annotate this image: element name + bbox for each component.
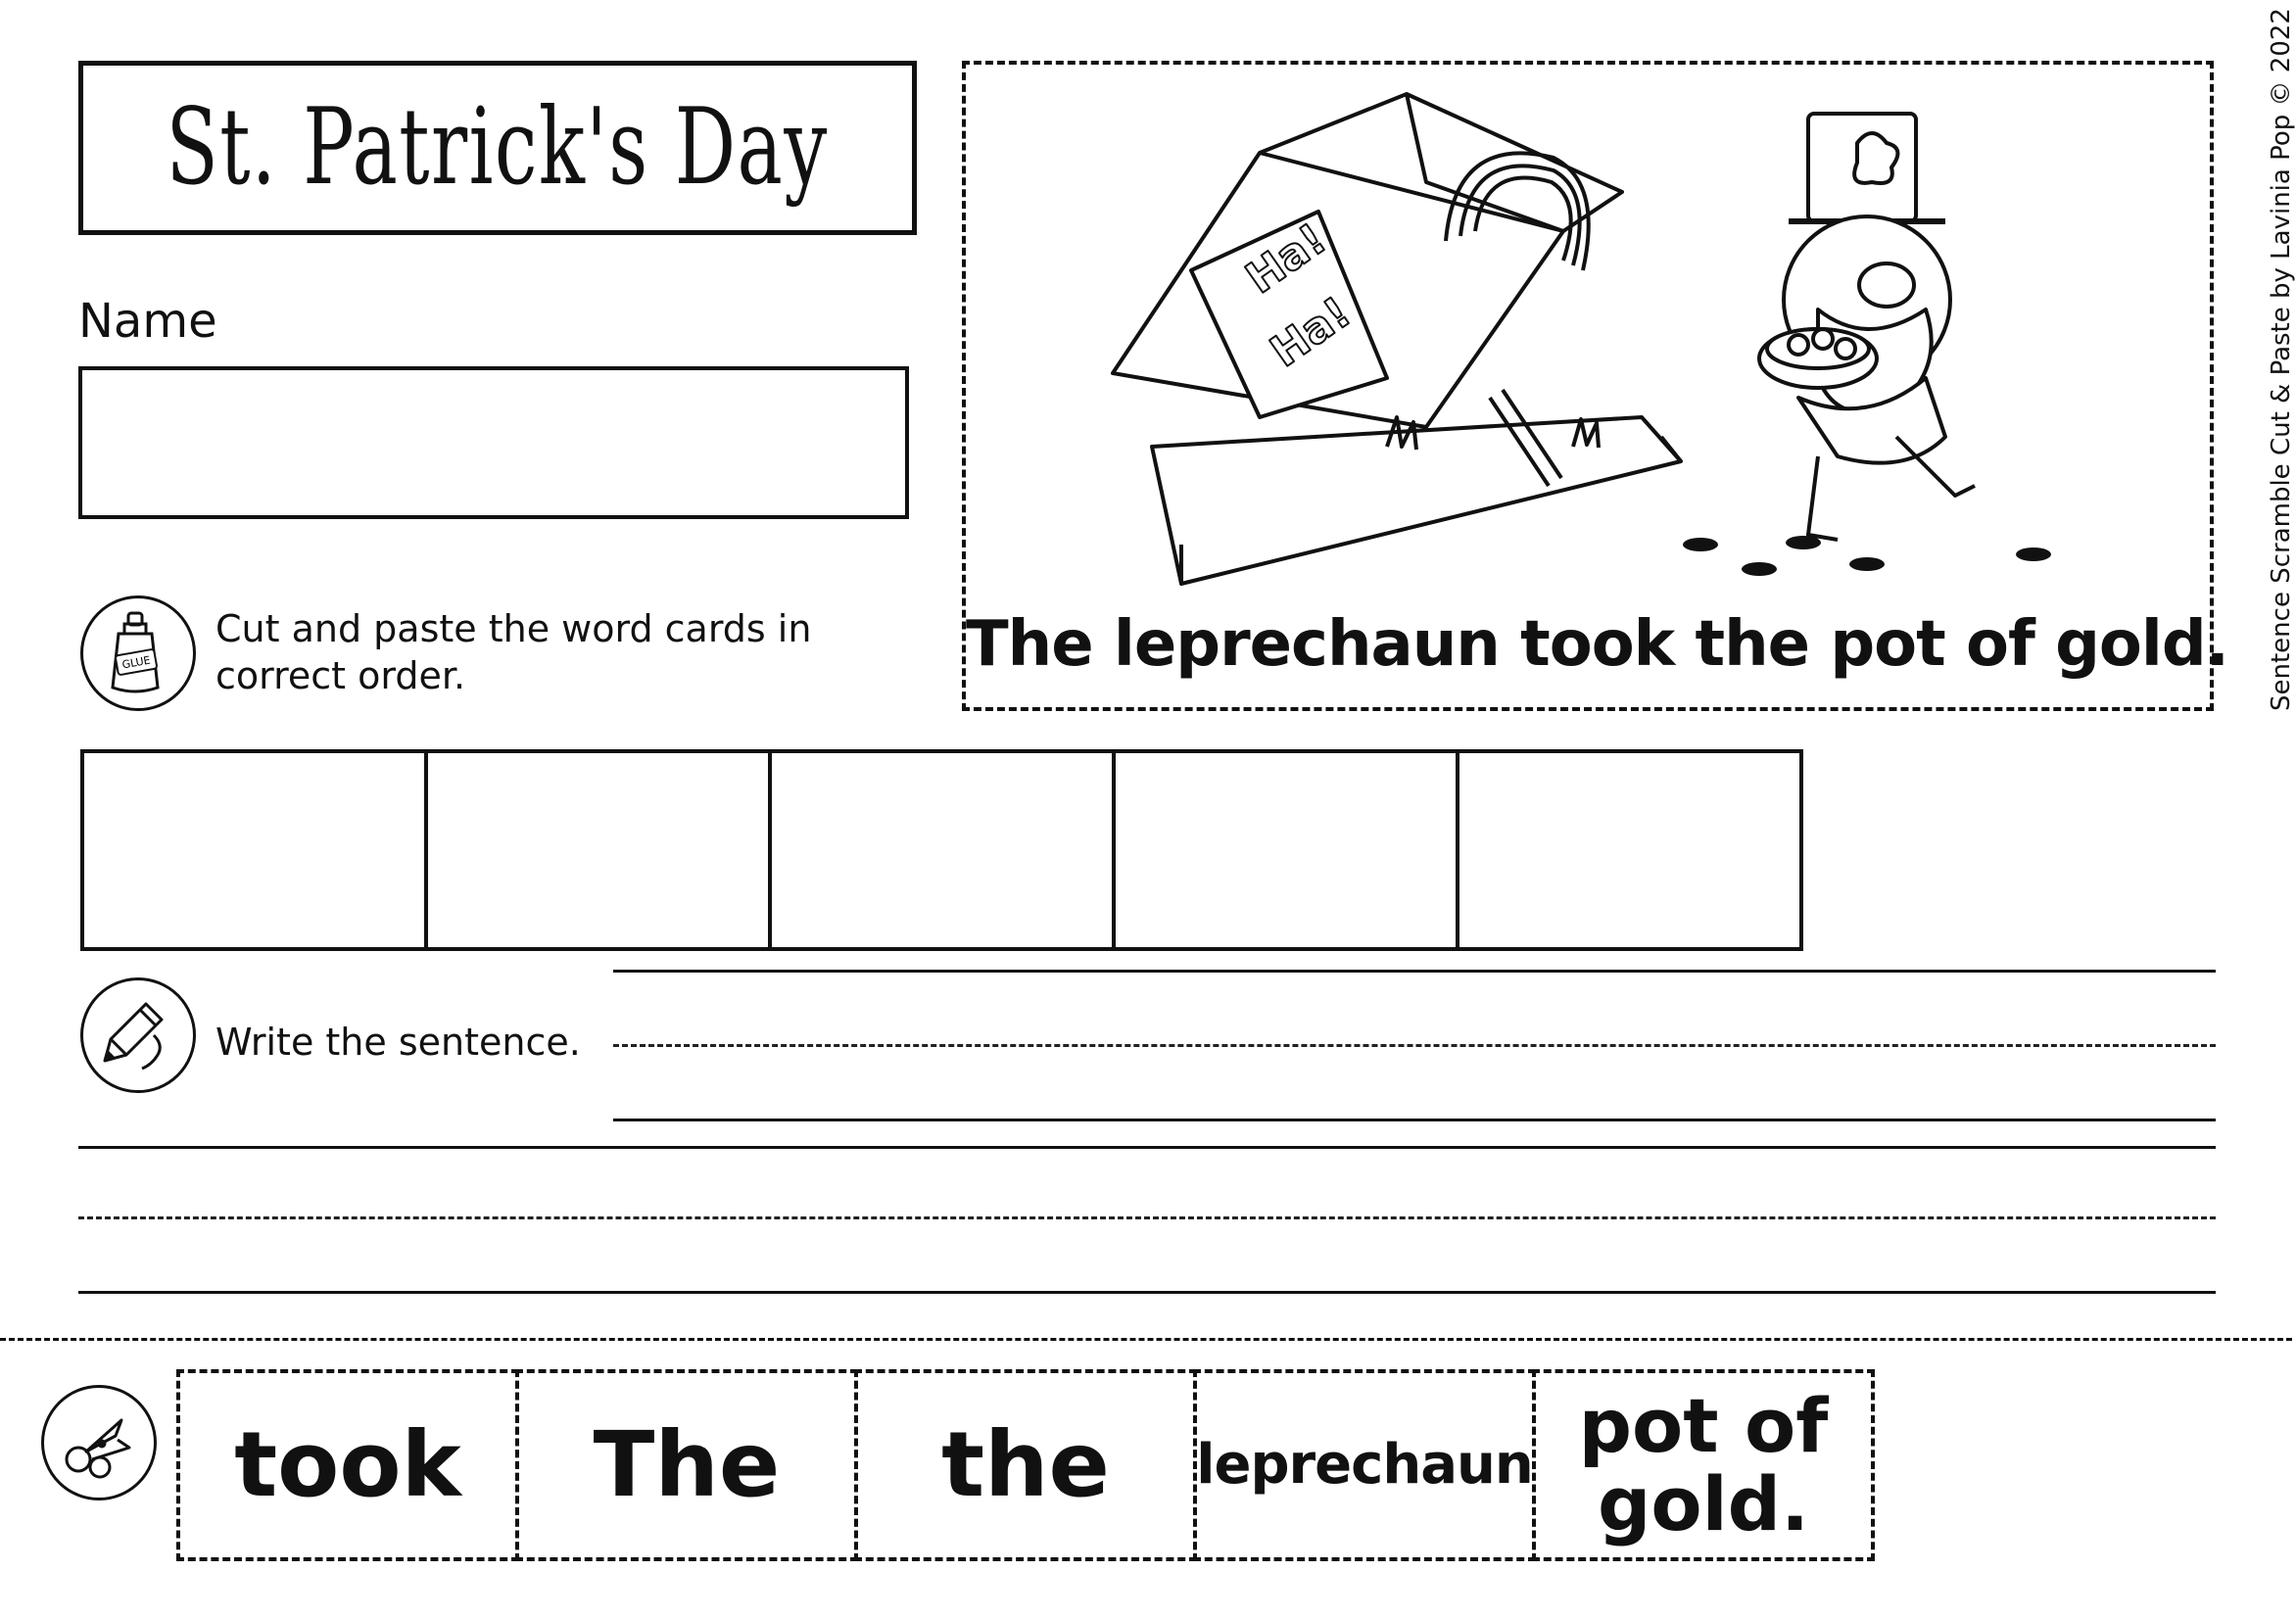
pencil-icon bbox=[80, 977, 196, 1093]
word-card-leprechaun[interactable]: leprechaun bbox=[1193, 1369, 1536, 1561]
picture-box bbox=[962, 61, 2228, 711]
paste-box[interactable] bbox=[1112, 749, 1459, 951]
word-card-the-capital[interactable]: The bbox=[515, 1369, 858, 1561]
worksheet-title: St. Patrick's Day bbox=[166, 86, 830, 209]
name-field[interactable] bbox=[78, 366, 909, 519]
sign-text-bottom: Ha! bbox=[1262, 287, 1361, 378]
leprechaun-trap-illustration bbox=[1113, 74, 2073, 603]
sign-text-top: Ha! bbox=[1237, 214, 1336, 305]
writing-base-line bbox=[78, 1291, 2216, 1294]
name-label: Name bbox=[78, 294, 217, 349]
cut-line bbox=[0, 1338, 2292, 1341]
word-cards-row bbox=[176, 1369, 1871, 1561]
model-sentence: The leprechaun took the pot of gold. bbox=[966, 608, 2228, 681]
writing-base-line bbox=[613, 1119, 2216, 1121]
glue-label: GLUE bbox=[120, 653, 152, 672]
title-box bbox=[78, 61, 917, 235]
writing-mid-line bbox=[613, 1044, 2216, 1047]
word-card-pot-of-gold[interactable]: pot of gold. bbox=[1532, 1369, 1875, 1561]
writing-mid-line bbox=[78, 1216, 2216, 1219]
instruction-write: Write the sentence. bbox=[215, 1021, 581, 1064]
paste-box[interactable] bbox=[424, 749, 772, 951]
writing-top-line bbox=[78, 1146, 2216, 1149]
scissors-icon bbox=[41, 1385, 157, 1500]
instruction-cut-paste: Cut and paste the word cards in correct order. bbox=[215, 607, 812, 697]
writing-top-line bbox=[613, 970, 2216, 973]
word-card-took[interactable]: took bbox=[176, 1369, 519, 1561]
word-card-the[interactable]: the bbox=[854, 1369, 1197, 1561]
copyright-text: Sentence Scramble Cut & Paste by Lavinia Pop © 2022 bbox=[2267, 8, 2296, 711]
paste-box[interactable] bbox=[1456, 749, 1803, 951]
glue-icon bbox=[80, 595, 196, 711]
paste-row bbox=[80, 749, 1799, 951]
paste-box[interactable] bbox=[768, 749, 1116, 951]
paste-box[interactable] bbox=[80, 749, 428, 951]
